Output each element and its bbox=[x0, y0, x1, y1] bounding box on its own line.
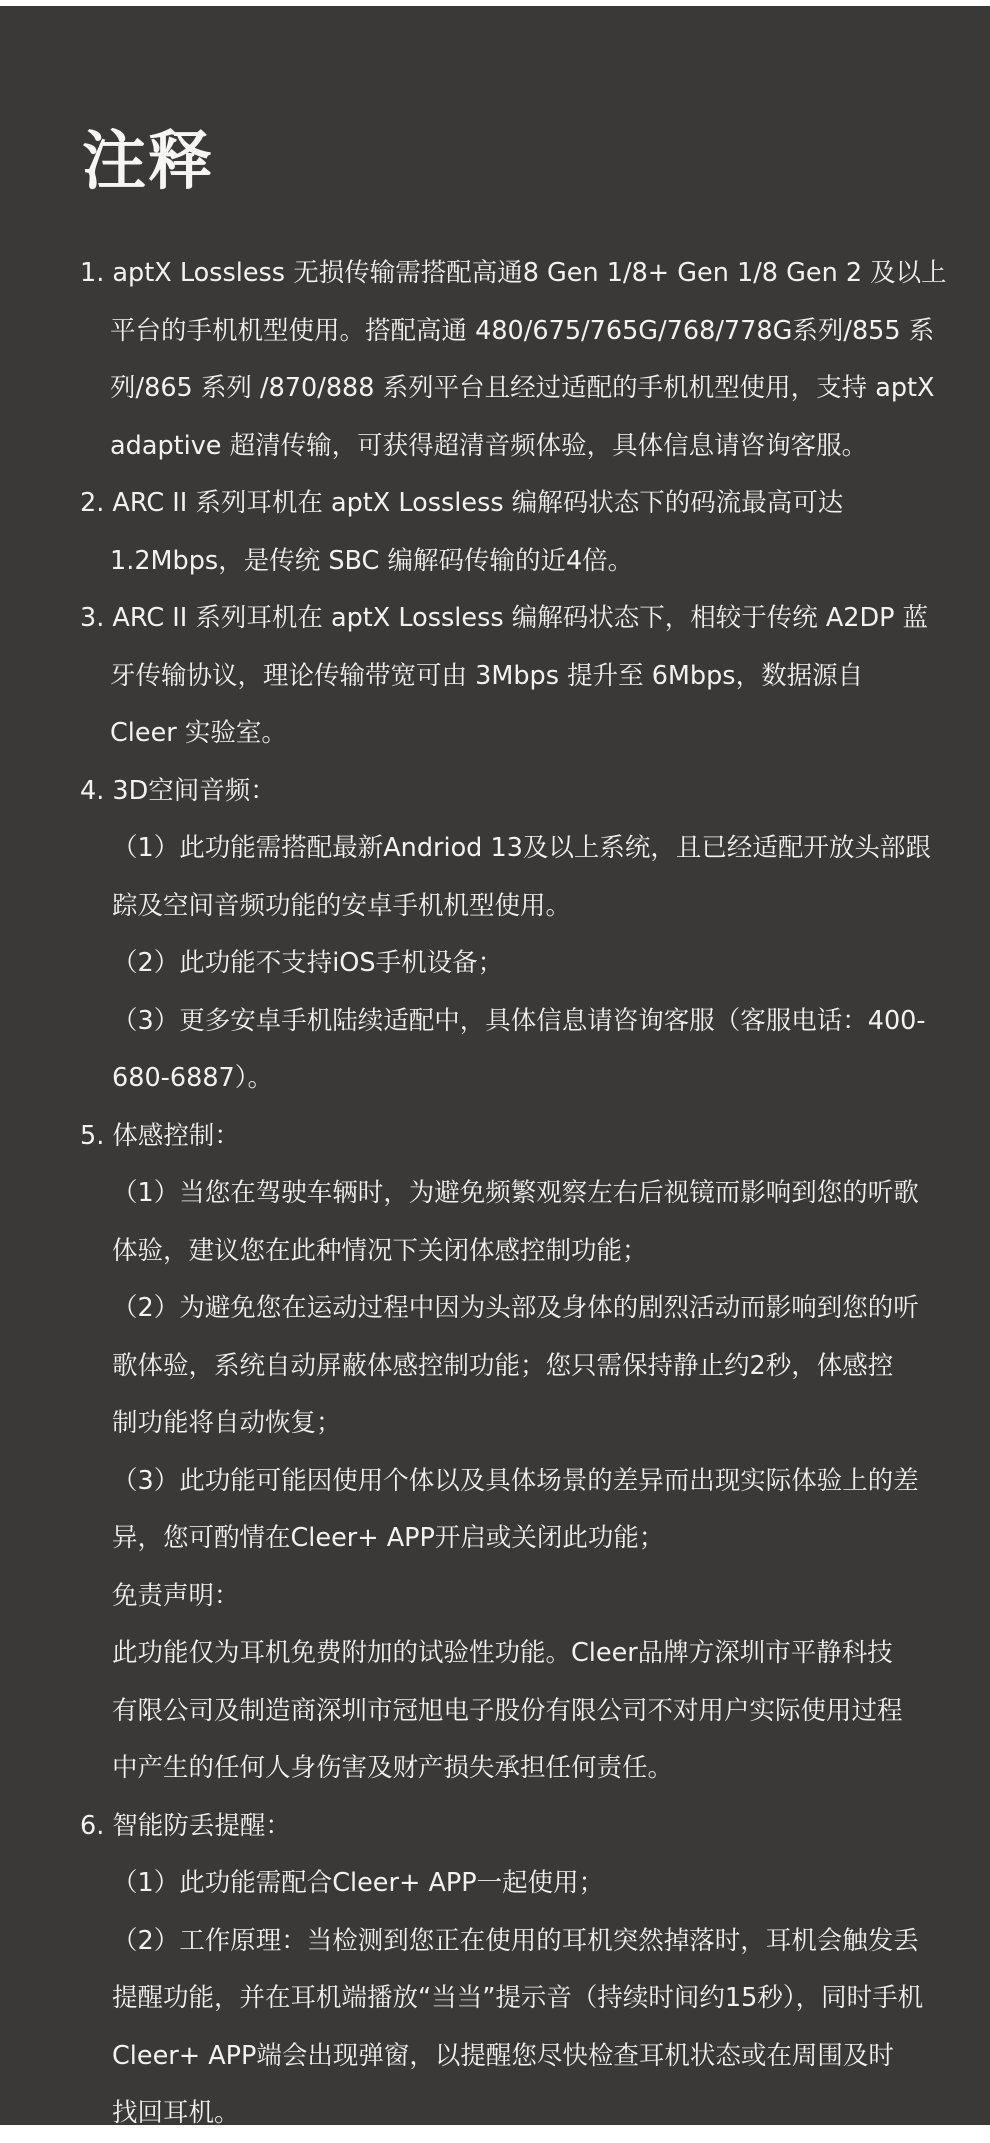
disclaimer-heading: 免责声明： bbox=[112, 1580, 240, 1611]
note-6-line-3: （2）工作原理：当检测到您正在使用的耳机突然掉落时，耳机会触发丢 bbox=[112, 1925, 919, 1956]
note-3-line-2: 牙传输协议，理论传输带宽可由 3Mbps 提升至 6Mbps，数据源自 bbox=[110, 660, 864, 691]
note-5-line-5: 歌体验，系统自动屏蔽体感控制功能；您只需保持静止约2秒，体感控 bbox=[112, 1350, 894, 1381]
notes-panel bbox=[0, 6, 990, 2128]
note-5-line-8: 异，您可酌情在Cleer+ APP开启或关闭此功能； bbox=[112, 1523, 665, 1553]
note-4-line-2: （1）此功能需搭配最新Andriod 13及以上系统，且已经适配开放头部跟 bbox=[112, 833, 931, 863]
note-2 bbox=[80, 475, 910, 590]
note-1-line-3: 列/865 系列 /870/888 系列平台且经过适配的手机机型使用，支持 aptX bbox=[110, 373, 935, 403]
disclaimer-line-2: 有限公司及制造商深圳市冠旭电子股份有限公司不对用户实际使用过程 bbox=[112, 1695, 903, 1726]
note-5-line-3: 体验，建议您在此种情况下关闭体感控制功能； bbox=[112, 1235, 648, 1266]
note-4-line-5: （3）更多安卓手机陆续适配中，具体信息请咨询客服（客服电话：400- bbox=[112, 1005, 926, 1036]
note-4-line-3: 踪及空间音频功能的安卓手机机型使用。 bbox=[112, 890, 572, 921]
note-4-line-4: （2）此功能不支持iOS手机设备； bbox=[112, 948, 504, 978]
note-5 bbox=[80, 1108, 919, 1798]
note-6-line-2: （1）此功能需配合Cleer+ APP一起使用； bbox=[112, 1868, 605, 1898]
note-1-line-1: 1. aptX Lossless 无损传输需搭配高通8 Gen 1/8+ Gen 1/8 Gen 2 及以上 bbox=[80, 258, 947, 288]
note-1-line-2: 平台的手机机型使用。搭配高通 480/675/765G/768/778G系列/855 系 bbox=[110, 315, 935, 346]
note-5-line-7: （3）此功能可能因使用个体以及具体场景的差异而出现实际体验上的差 bbox=[112, 1465, 919, 1496]
note-6 bbox=[80, 1798, 924, 2143]
note-1 bbox=[80, 245, 947, 475]
note-1-line-4: adaptive 超清传输，可获得超清音频体验，具体信息请咨询客服。 bbox=[110, 430, 868, 461]
note-2-line-2: 1.2Mbps，是传统 SBC 编解码传输的近4倍。 bbox=[110, 545, 634, 576]
note-2-line-1: 2. ARC II 系列耳机在 aptX Lossless 编解码状态下的码流最高可达 bbox=[80, 488, 844, 518]
note-3 bbox=[80, 590, 929, 763]
note-6-heading: 6. 智能防丢提醒： bbox=[80, 1810, 291, 1841]
disclaimer-line-1: 此功能仅为耳机免费附加的试验性功能。Cleer品牌方深圳市平静科技 bbox=[112, 1638, 893, 1668]
note-4-heading: 4. 3D空间音频： bbox=[80, 775, 276, 806]
note-3-line-3: Cleer 实验室。 bbox=[110, 718, 287, 748]
notes-list bbox=[80, 245, 947, 2143]
disclaimer-line-3: 中产生的任何人身伤害及财产损失承担任何责任。 bbox=[112, 1753, 674, 1783]
note-5-line-6: 制功能将自动恢复； bbox=[112, 1408, 342, 1438]
note-4-line-6: 680-6887）。 bbox=[112, 1063, 274, 1093]
note-6-line-5: Cleer+ APP端会出现弹窗，以提醒您尽快检查耳机状态或在周围及时 bbox=[112, 2040, 894, 2071]
note-6-line-6: 找回耳机。 bbox=[112, 2098, 240, 2128]
note-5-line-4: （2）为避免您在运动过程中因为头部及身体的剧烈活动而影响到您的听 bbox=[112, 1293, 919, 1323]
note-4 bbox=[80, 763, 931, 1108]
note-6-line-4: 提醒功能，并在耳机端播放“当当”提示音（持续时间约15秒），同时手机 bbox=[112, 1983, 924, 2013]
note-5-line-2: （1）当您在驾驶车辆时，为避免频繁观察左右后视镜而影响到您的听歌 bbox=[112, 1178, 919, 1208]
note-3-line-1: 3. ARC II 系列耳机在 aptX Lossless 编解码状态下，相较于传统 A2DP 蓝 bbox=[80, 603, 929, 633]
page-title: 注释 bbox=[82, 125, 214, 199]
note-5-heading: 5. 体感控制： bbox=[80, 1120, 240, 1151]
